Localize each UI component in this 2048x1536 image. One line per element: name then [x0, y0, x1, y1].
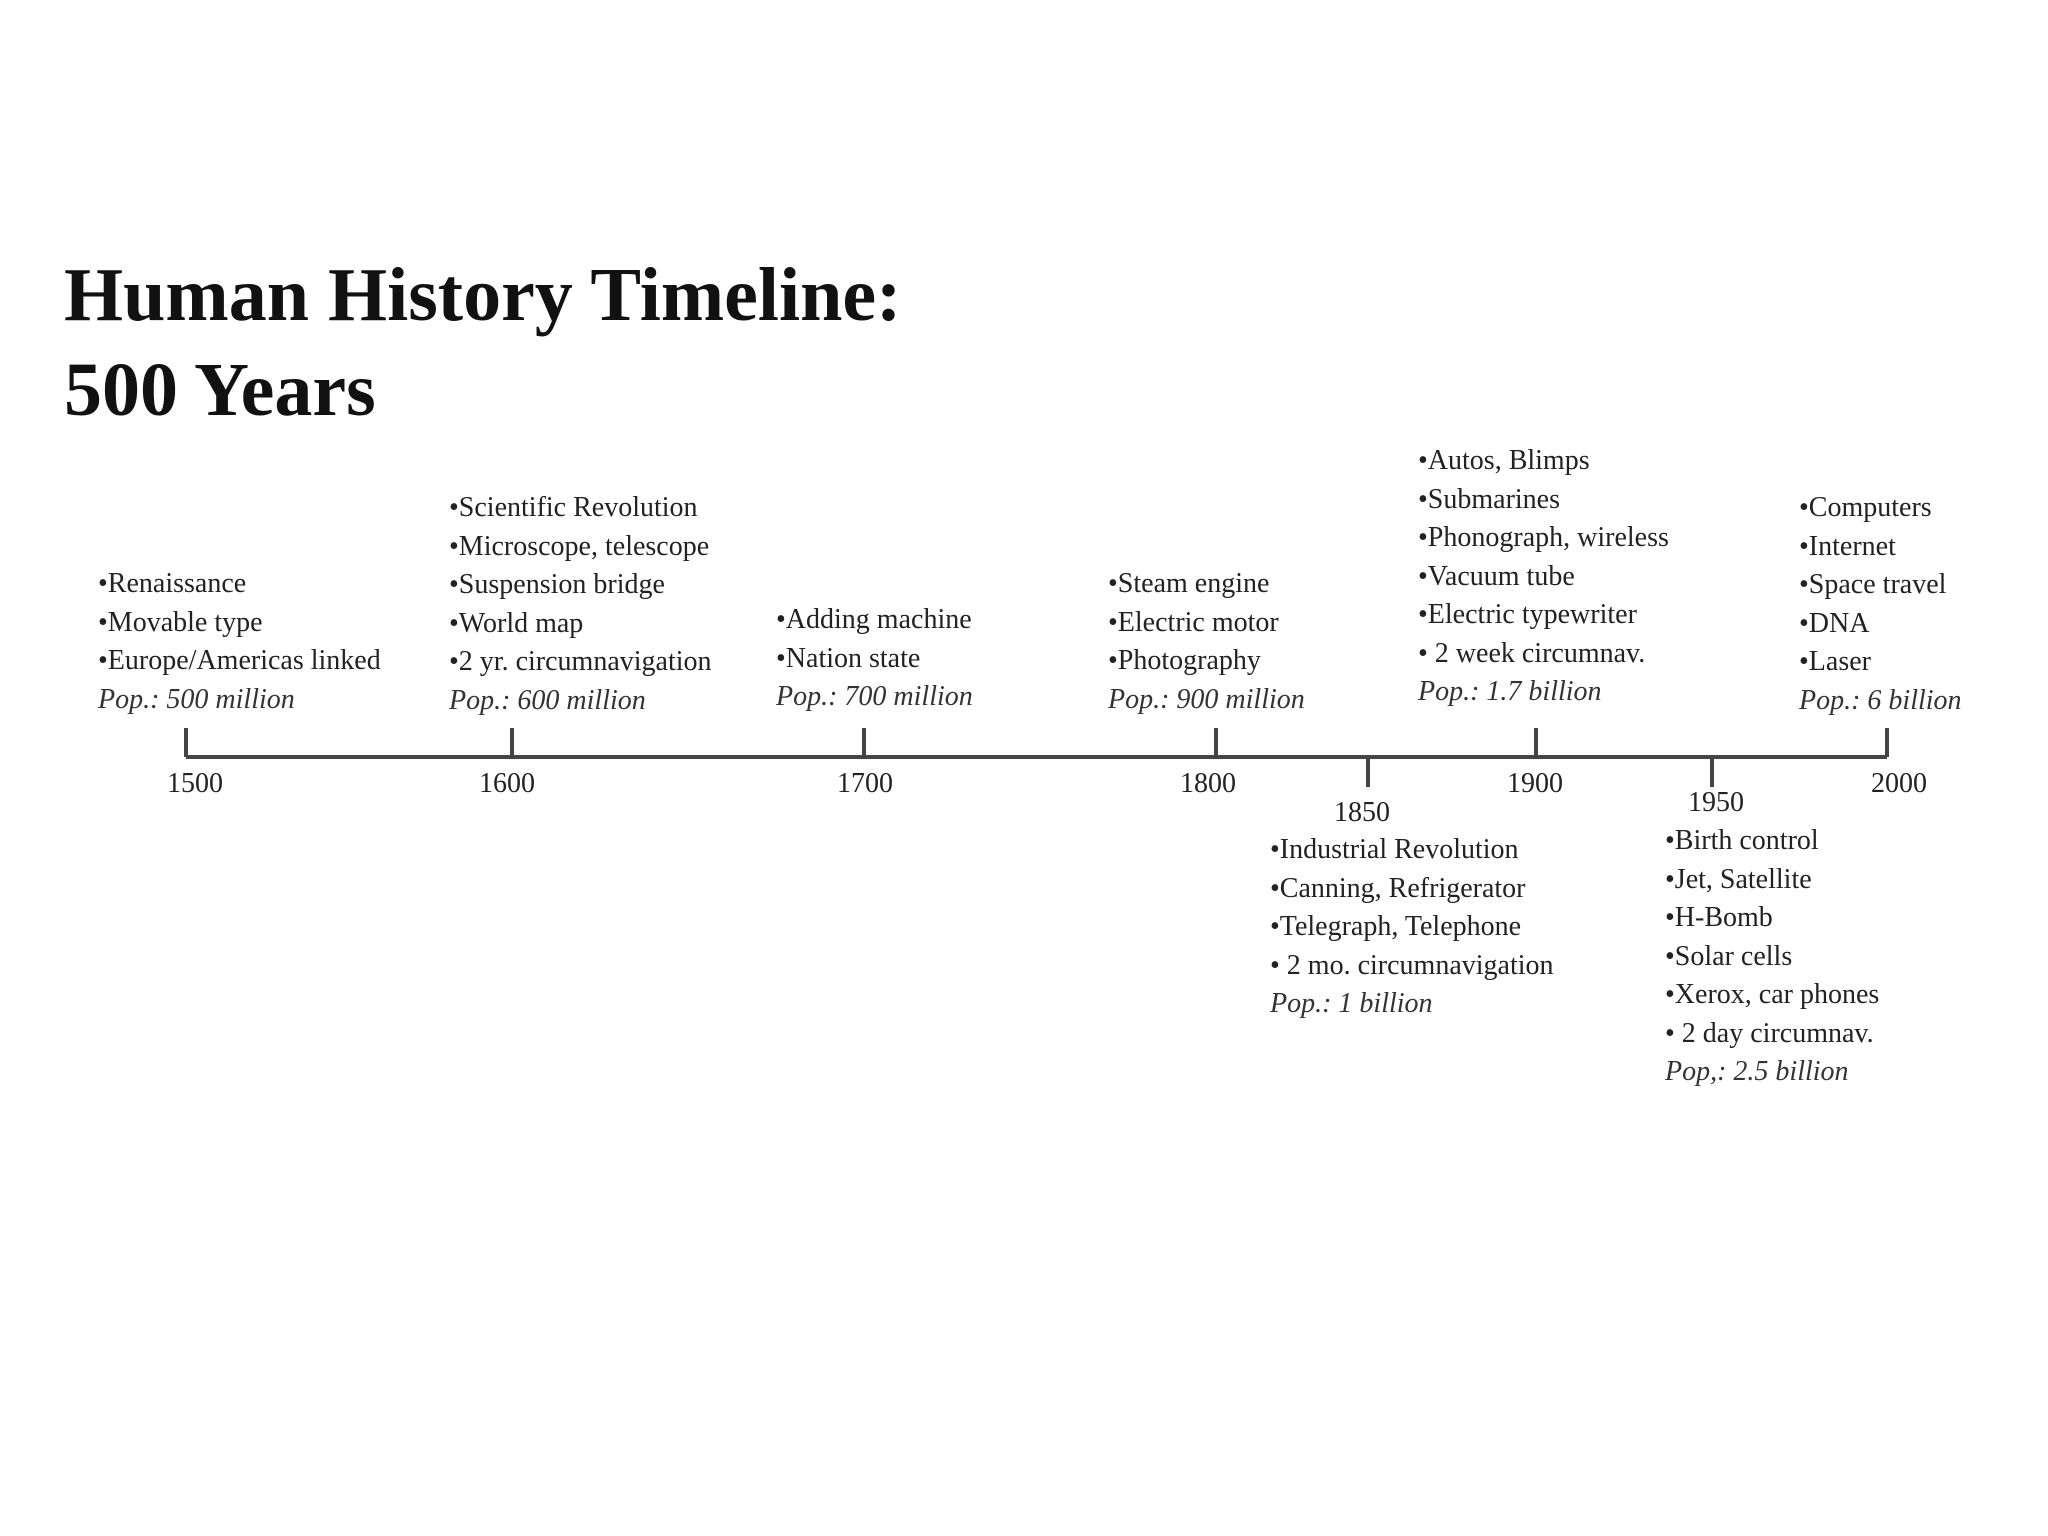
population-label: Pop.: 6 billion — [1799, 684, 1962, 716]
event-item: •Space travel — [1799, 569, 1947, 600]
event-group-1700 — [776, 601, 973, 717]
event-item: •Computers — [1799, 492, 1932, 523]
event-item: •Phonograph, wireless — [1418, 522, 1669, 553]
event-item: •Birth control — [1665, 825, 1819, 856]
event-item: •2 yr. circumnavigation — [449, 646, 712, 677]
event-item: •Adding machine — [776, 604, 972, 635]
event-item: • 2 day circumnav. — [1665, 1017, 1874, 1049]
event-item: •Nation state — [776, 642, 921, 674]
population-label: Pop.: 700 million — [776, 681, 973, 712]
population-label: Pop.: 1.7 billion — [1418, 676, 1602, 707]
event-item: •Renaissance — [98, 568, 247, 599]
event-item: • 2 mo. circumnavigation — [1270, 949, 1554, 981]
event-item: •Steam engine — [1108, 568, 1270, 599]
event-group-1850 — [1270, 831, 1554, 1024]
event-item: •Industrial Revolution — [1270, 834, 1519, 865]
event-item: •Xerox, car phones — [1665, 979, 1880, 1010]
event-group-1800 — [1108, 565, 1305, 719]
event-item: •Photography — [1108, 645, 1261, 676]
tick-label-1850: 1850 — [1334, 797, 1390, 828]
population-label: Pop,: 2.5 billion — [1665, 1056, 1849, 1087]
population-label: Pop.: 900 million — [1108, 683, 1305, 715]
event-item: •Canning, Refrigerator — [1270, 872, 1526, 904]
event-item: •Microscope, telescope — [449, 530, 710, 562]
event-item: •Solar cells — [1665, 940, 1793, 972]
event-item: •Electric typewriter — [1418, 599, 1637, 630]
event-item: •Internet — [1799, 530, 1896, 562]
tick-label-1600: 1600 — [479, 768, 535, 799]
title-line-2: 500 Years — [64, 348, 376, 432]
tick-label-1800: 1800 — [1180, 768, 1236, 799]
population-label: Pop.: 600 million — [449, 684, 646, 716]
event-item: •Europe/Americas linked — [98, 645, 381, 676]
event-item: •Electric motor — [1108, 606, 1279, 638]
population-label: Pop.: 1 billion — [1270, 988, 1433, 1019]
event-item: •Telegraph, Telephone — [1270, 911, 1522, 942]
event-item: •Jet, Satellite — [1665, 863, 1812, 895]
event-item: •H-Bomb — [1665, 902, 1773, 933]
event-item: •Movable type — [98, 606, 263, 638]
population-label: Pop.: 500 million — [98, 683, 295, 715]
title-line-1: Human History Timeline: — [64, 253, 902, 337]
event-item: •Autos, Blimps — [1418, 445, 1590, 476]
event-group-1500 — [98, 565, 381, 719]
event-item: •Laser — [1799, 646, 1871, 677]
event-item: •Vacuum tube — [1418, 560, 1575, 592]
event-item: •Scientific Revolution — [449, 492, 698, 523]
event-item: •Suspension bridge — [449, 569, 665, 600]
event-group-1900 — [1418, 442, 1669, 712]
event-item: •DNA — [1799, 607, 1870, 639]
event-item: •World map — [449, 607, 584, 639]
event-item: • 2 week circumnav. — [1418, 637, 1646, 669]
tick-label-1900: 1900 — [1507, 768, 1563, 799]
tick-label-2000: 2000 — [1871, 768, 1927, 799]
tick-label-1700: 1700 — [837, 768, 893, 799]
tick-label-1950: 1950 — [1688, 787, 1744, 818]
tick-label-1500: 1500 — [167, 768, 223, 799]
event-group-1950 — [1665, 822, 1879, 1092]
event-group-1600 — [449, 489, 712, 720]
event-item: •Submarines — [1418, 483, 1561, 515]
event-group-2000 — [1799, 489, 1962, 720]
